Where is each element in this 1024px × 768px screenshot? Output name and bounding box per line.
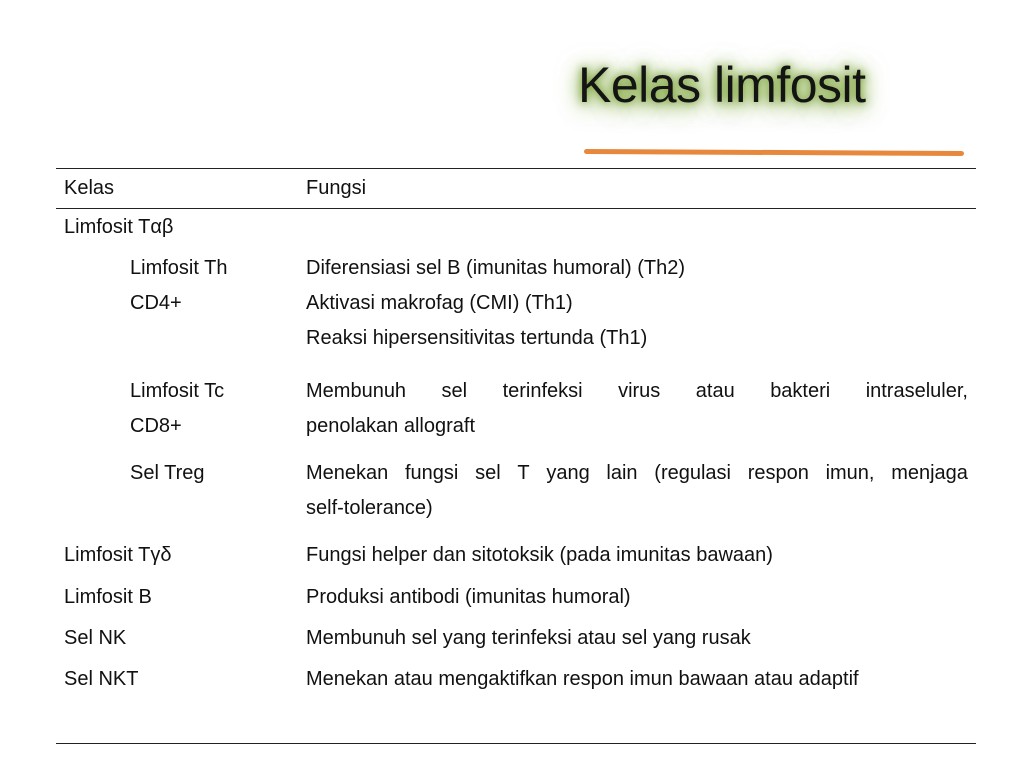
justified-word: virus — [618, 380, 661, 402]
table-bottom-rule — [56, 743, 976, 744]
table-row-fungsi: Membunuh sel yang terinfeksi atau sel yang rusak — [306, 627, 751, 649]
table-header-fungsi: Fungsi — [306, 177, 367, 199]
justified-word: menjaga — [891, 462, 968, 484]
title-underline — [584, 149, 964, 156]
justified-word: bakteri — [770, 380, 831, 402]
justified-word: T — [517, 462, 530, 484]
subrow-fungsi-line: self-tolerance) — [306, 497, 433, 519]
subrow-kelas-line: CD4+ — [130, 292, 182, 314]
subrow-fungsi-line: Reaksi hipersensitivitas tertunda (Th1) — [306, 327, 648, 349]
table-row-fungsi: Fungsi helper dan sitotoksik (pada imunitas bawaan) — [306, 544, 773, 566]
justified-word: lain — [606, 462, 638, 484]
justified-word: Menekan — [306, 462, 389, 484]
justified-word: (regulasi — [654, 462, 731, 484]
subrow-kelas-line: Limfosit Th — [130, 257, 228, 279]
justified-word: sel — [441, 380, 468, 402]
subrow-fungsi-line: penolakan allograft — [306, 415, 476, 437]
table-row-kelas: Sel NK — [64, 627, 127, 649]
table-row-fungsi: Produksi antibodi (imunitas humoral) — [306, 586, 631, 608]
justified-word: imun, — [825, 462, 875, 484]
table-header-rule — [56, 208, 976, 209]
justified-word: atau — [695, 380, 735, 402]
justified-word: yang — [546, 462, 590, 484]
subrow-kelas-line: Limfosit Tc — [130, 380, 225, 402]
justified-word: sel — [475, 462, 501, 484]
justified-word: fungsi — [405, 462, 459, 484]
subrow-fungsi-line: Aktivasi makrofag (CMI) (Th1) — [306, 292, 573, 314]
table-header-kelas: Kelas — [64, 177, 115, 199]
table-row-kelas: Limfosit B — [64, 586, 152, 608]
slide-title: Kelas limfosit — [578, 57, 866, 113]
subrow-kelas-line: Sel Treg — [130, 462, 205, 484]
subrow-kelas-line: CD8+ — [130, 415, 182, 437]
subrow-fungsi-justified-line — [306, 456, 968, 491]
table-row-kelas: Sel NKT — [64, 668, 139, 690]
table-row-kelas: Limfosit Tγδ — [64, 544, 172, 566]
justified-word: Membunuh — [306, 380, 407, 402]
justified-word: respon — [747, 462, 809, 484]
justified-word: terinfeksi — [502, 380, 583, 402]
table-row-fungsi: Menekan atau mengaktifkan respon imun bawaan atau adaptif — [306, 668, 859, 690]
justified-word: intraseluler, — [865, 380, 968, 402]
group-kelas-t-alpha-beta: Limfosit Tαβ — [64, 216, 174, 238]
subrow-fungsi-line: Diferensiasi sel B (imunitas humoral) (Th2) — [306, 257, 686, 279]
subrow-fungsi-justified-line — [306, 374, 968, 409]
table-top-rule — [56, 168, 976, 169]
